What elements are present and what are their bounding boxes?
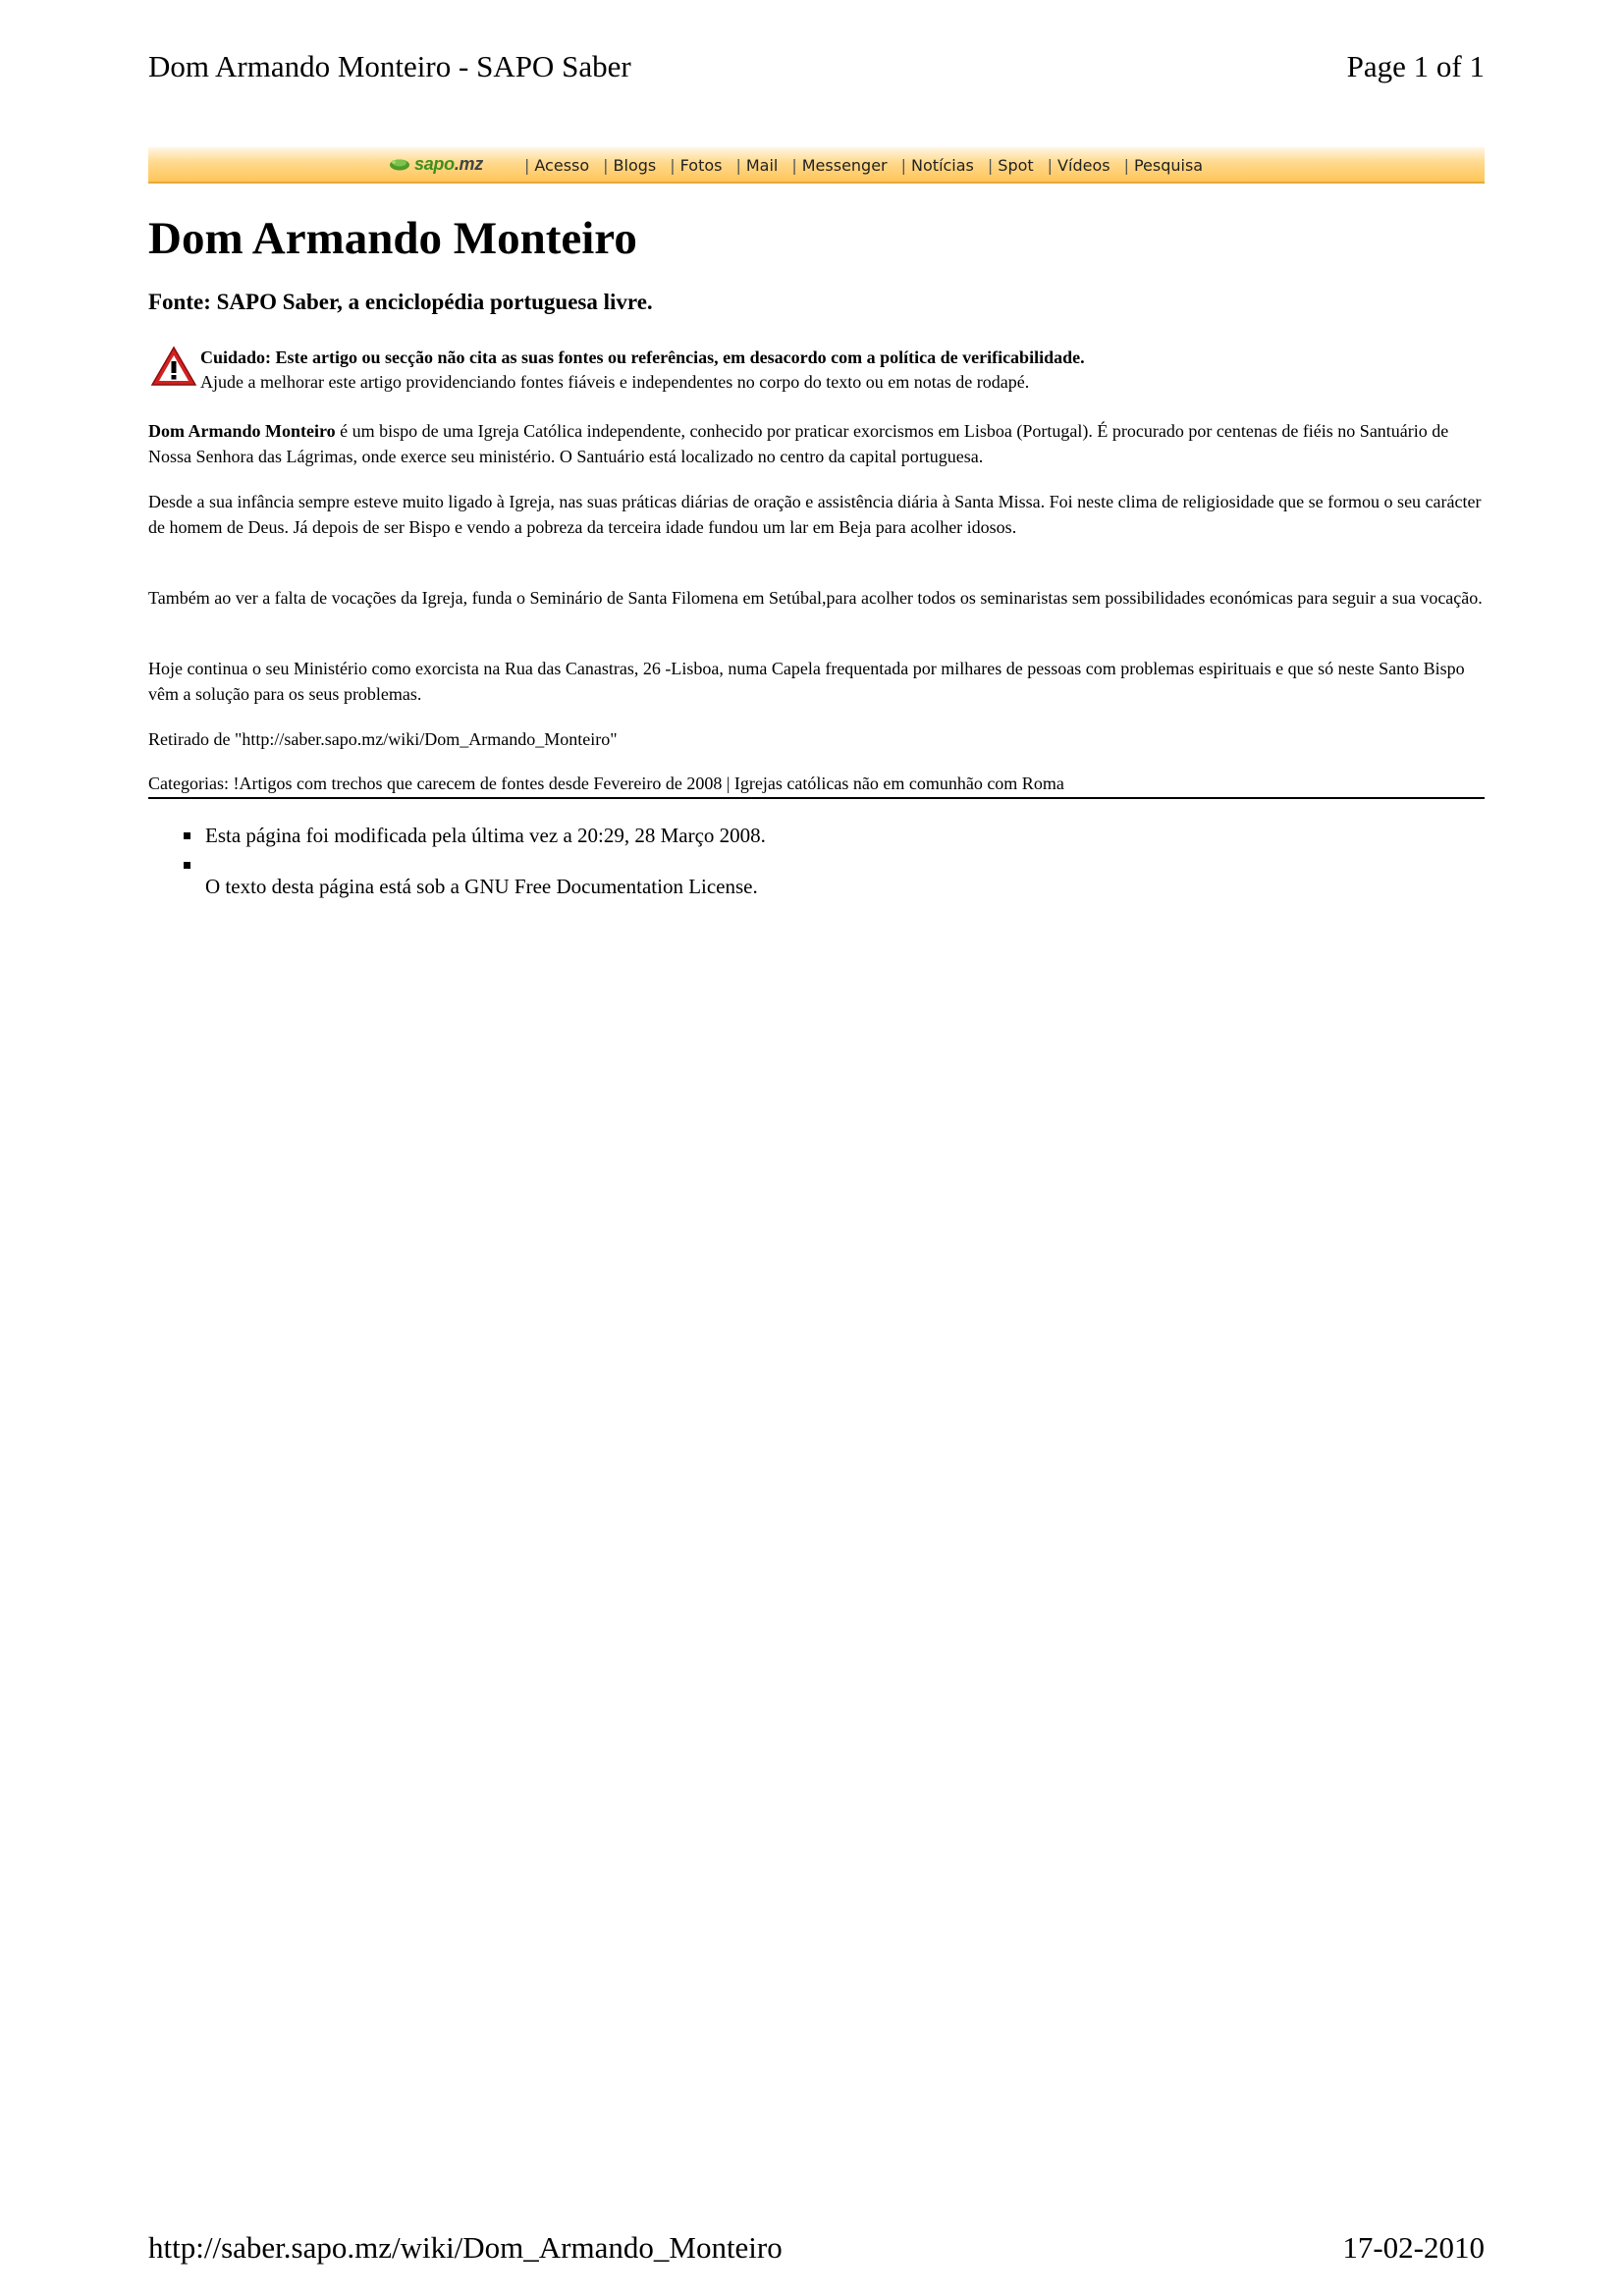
nav-label: Spot — [998, 156, 1034, 175]
categories-colon: : — [223, 774, 234, 793]
warning-text: Ajude a melhorar este artigo providenciando fontes fiáveis e independentes no corpo do texto ou em notas de rodapé. — [200, 372, 1030, 392]
nav-item-acesso[interactable] — [524, 156, 589, 175]
nav-label: Acesso — [534, 156, 590, 175]
nav-item-fotos[interactable] — [670, 156, 722, 175]
nav-item-videos[interactable] — [1048, 156, 1110, 175]
page-footer-list — [184, 821, 766, 901]
nav-label: Fotos — [679, 156, 723, 175]
print-header-page-number: Page 1 of 1 — [1346, 49, 1485, 83]
bullet-icon — [184, 862, 190, 869]
nav-item-spot[interactable] — [988, 156, 1034, 175]
paragraph-intro — [148, 419, 1486, 469]
categories-bar — [148, 772, 1485, 799]
nav-item-messenger[interactable] — [791, 156, 887, 175]
list-item — [184, 850, 766, 901]
paragraph-childhood: Desde a sua infância sempre esteve muito ligado à Igreja, nas suas práticas diárias de oração e assistência diária à Santa Missa. Foi neste clima de religiosidade que se formou o seu carácter de homem de Deus. Já depois de ser Bispo e vendo a pobreza da terceira idade fundou um lar em Beja para acolher idosos. — [148, 492, 1482, 537]
nav-separator: | — [1047, 156, 1054, 175]
nav-label: Messenger — [801, 156, 888, 175]
category-link-missing-sources[interactable]: !Artigos com trechos que carecem de fontes desde Fevereiro de 2008 — [233, 774, 723, 793]
nav-item-noticias[interactable] — [901, 156, 974, 175]
nav-separator: | — [670, 156, 676, 175]
sapo-logo-icon — [389, 157, 410, 171]
nav-separator: | — [791, 156, 797, 175]
subject-name: Dom Armando Monteiro — [148, 421, 336, 441]
nav-separator: | — [900, 156, 907, 175]
sapo-logo-name: sapo — [414, 154, 455, 174]
license-text: O texto desta página está sob a GNU Free Documentation License. — [205, 875, 758, 898]
warning-heading: Cuidado: Este artigo ou secção não cita as suas fontes ou referências, em desacordo com a política de verificabilidade. — [200, 347, 1085, 367]
print-footer-url: http://saber.sapo.mz/wiki/Dom_Armando_Monteiro — [148, 2230, 783, 2265]
sapo-top-bar — [148, 147, 1485, 184]
nav-label: Blogs — [613, 156, 657, 175]
paragraph-seminary: Também ao ver a falta de vocações da Igreja, funda o Seminário de Santa Filomena em Setúbal,para acolher todos os seminaristas sem possibilidades económicas para seguir a sua vocação. — [148, 588, 1483, 608]
paragraph-ministry: Hoje continua o seu Ministério como exorcista na Rua das Canastras, 26 -Lisboa, numa Capela frequentada por milhares de pessoas com problemas espirituais e que só neste Santo Bispo vêm a solução para os seus problemas. — [148, 659, 1465, 704]
sapo-logo-tld: .mz — [454, 154, 483, 174]
category-separator: | — [722, 774, 734, 793]
nav-separator: | — [987, 156, 994, 175]
sapo-nav — [524, 147, 1217, 184]
print-footer-date: 17-02-2010 — [1342, 2230, 1485, 2265]
nav-label: Notícias — [911, 156, 974, 175]
bullet-icon — [184, 832, 190, 839]
nav-separator: | — [735, 156, 741, 175]
nav-label: Pesquisa — [1133, 156, 1204, 175]
paragraph-intro-text: é um bispo de uma Igreja Católica independente, conhecido por praticar exorcismos em Lisboa (Portugal). É procurado por centenas de fiéis no Santuário de Nossa Senhora das Lágrimas, onde exerce seu ministério. O Santuário está localizado no centro da capital portuguesa. — [148, 421, 1449, 466]
print-header-title: Dom Armando Monteiro - SAPO Saber — [148, 49, 631, 83]
nav-item-pesquisa[interactable] — [1124, 156, 1204, 175]
nav-separator: | — [603, 156, 609, 175]
sapo-logo-text — [414, 152, 483, 176]
categories-label[interactable]: Categorias — [148, 774, 224, 793]
sapo-logo[interactable] — [389, 152, 483, 176]
retrieved-from-link[interactable]: Retirado de "http://saber.sapo.mz/wiki/Dom_Armando_Monteiro" — [148, 729, 618, 749]
list-item — [184, 821, 766, 850]
nav-item-blogs[interactable] — [603, 156, 656, 175]
article-source: Fonte: SAPO Saber, a enciclopédia portuguesa livre. — [148, 290, 653, 314]
nav-label: Mail — [745, 156, 779, 175]
nav-separator: | — [1123, 156, 1129, 175]
nav-item-mail[interactable] — [735, 156, 778, 175]
last-modified-text: Esta página foi modificada pela última vez a 20:29, 28 Março 2008. — [205, 824, 766, 847]
nav-separator: | — [524, 156, 530, 175]
category-link-catholic-churches[interactable]: Igrejas católicas não em comunhão com Roma — [733, 774, 1064, 793]
nav-label: Vídeos — [1057, 156, 1110, 175]
warning-triangle-icon — [150, 346, 197, 387]
page-title: Dom Armando Monteiro — [148, 213, 637, 264]
